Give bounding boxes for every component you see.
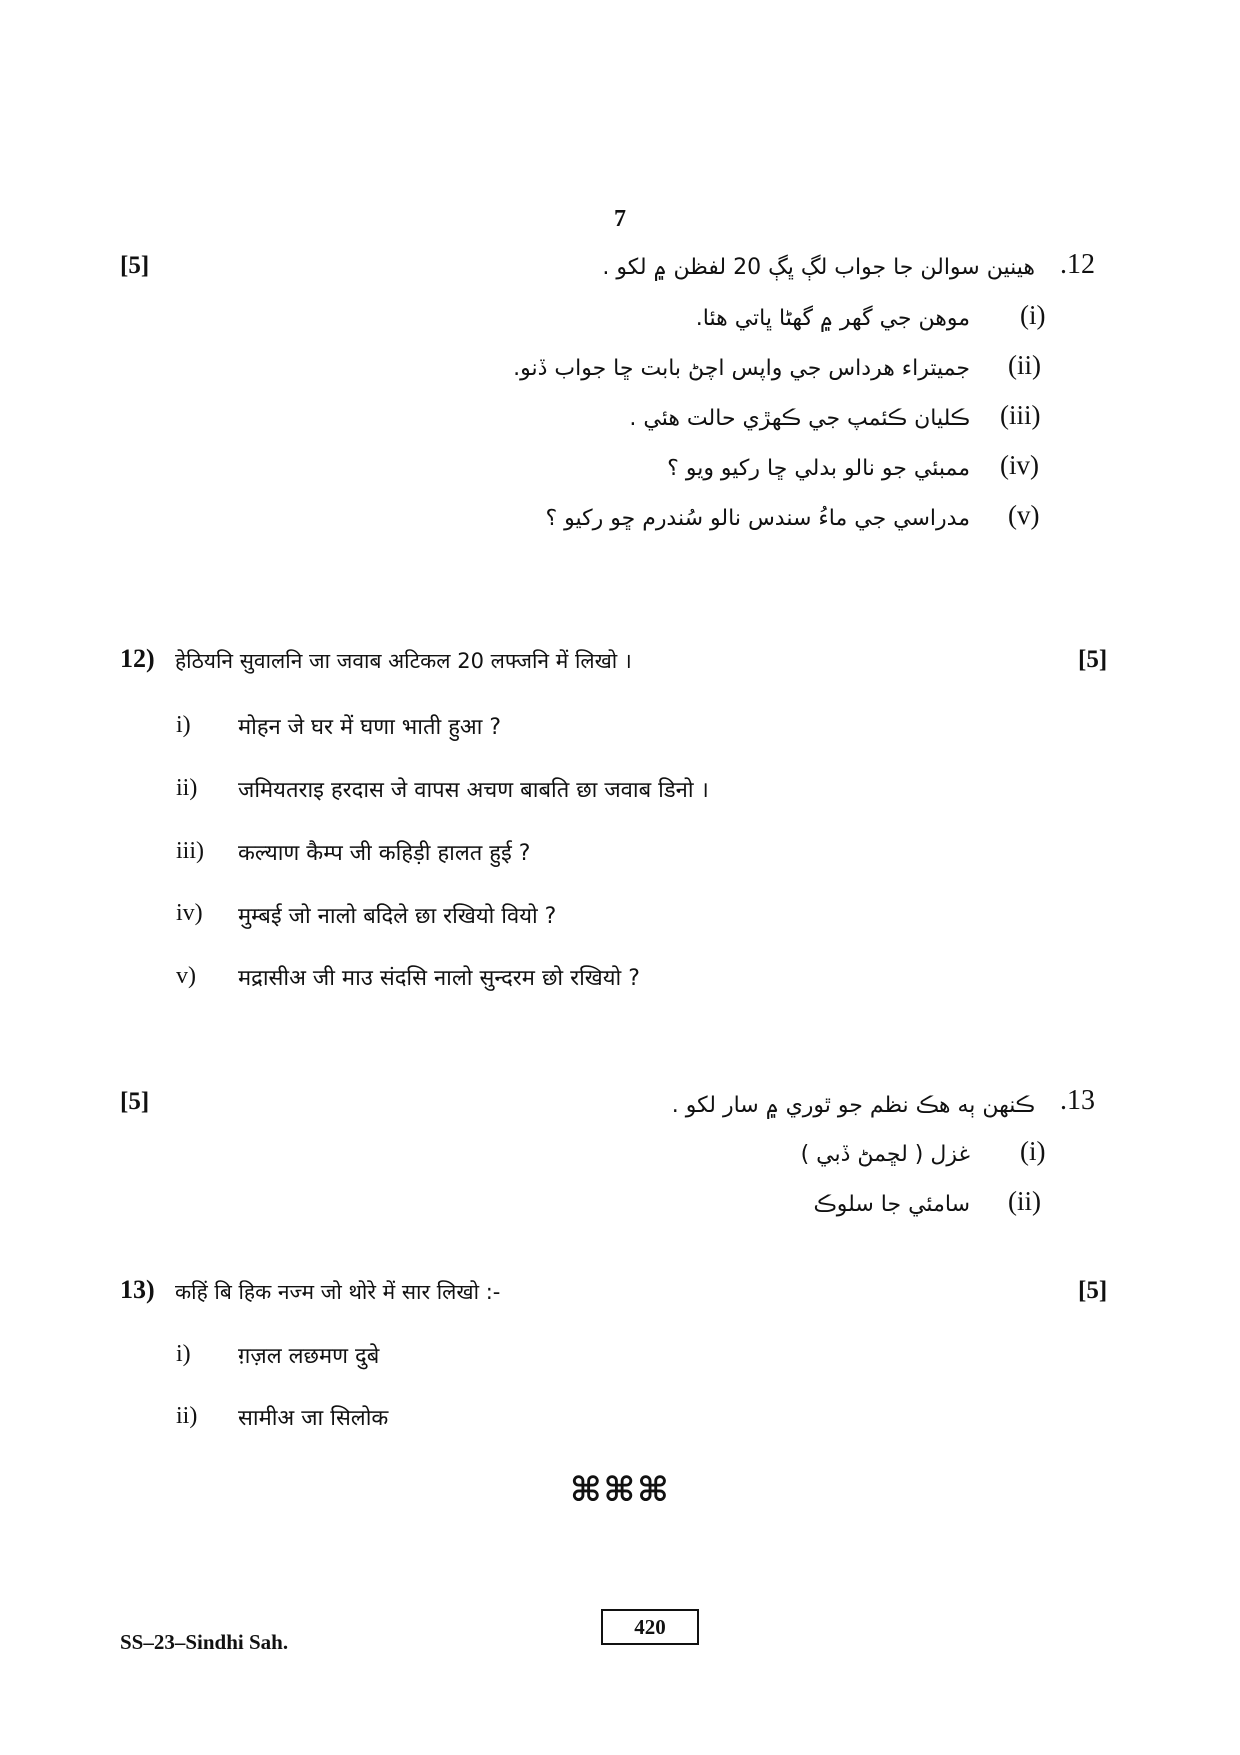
q13-sindhi-item-1: غزل ( لڇمڻ ڏبي ) [800,1142,970,1167]
q12-sindhi-prompt: هينين سوالن جا جواب لڳ ڀڳ 20 لفظن ۾ لکو . [602,255,1035,280]
q13-deva-prompt: कहिं बि हिक नज्म जो थोरे में सार लिखो :- [175,1280,501,1304]
q12-sindhi-roman-3: (iii) [1000,400,1041,430]
q12-deva-item-3: कल्याण कैम्प जी कहिड़ी हालत हुई ? [238,841,531,866]
q13-sindhi-item-2: سامئي جا سلوڪ [813,1192,970,1217]
q12-deva-prompt: हेठियनि सुवालनि जा जवाब अटिकल 20 लफ्जनि में लिखो । [175,649,632,673]
q13-sindhi-number: .13 [1060,1085,1095,1116]
q13-deva-item-2: सामीअ जा सिलोक [238,1406,389,1431]
q12-deva-label-1: i) [176,712,191,738]
footer-page-number: 420 [601,1609,699,1645]
end-mark: ⌘⌘⌘ [570,1470,671,1510]
q12-sindhi-item-1: موهن جي گهر ۾ گهڻا ڀاتي هئا. [695,306,970,331]
q12-deva-label-5: v) [176,963,196,989]
q12-sindhi-roman-2: (ii) [1008,350,1041,380]
q12-sindhi-item-3: ڪليان ڪئمپ جي ڪهڙي حالت هئي . [629,406,970,431]
q12-sindhi-item-5: مدراسي جي ماءُ سندس نالو سُندرم ڇو رکيو ؟ [545,506,970,531]
q13-sindhi-roman-2: (ii) [1008,1186,1041,1216]
q12-deva-label-3: iii) [176,838,204,864]
q13-deva-marks: [5] [1078,1277,1108,1304]
q12-sindhi-roman-5: (v) [1008,500,1040,530]
q13-sindhi-roman-1: (i) [1020,1136,1046,1166]
q12-deva-label-2: ii) [176,775,198,801]
q12-deva-marks: [5] [1078,646,1108,673]
q12-deva-item-1: मोहन जे घर में घणा भाती हुआ ? [238,715,502,740]
q13-deva-item-1: ग़ज़ल लछमण दुबे [238,1344,380,1369]
q12-deva-item-5: मद्रासीअ जी माउ संदसि नालो सुन्दरम छो रखियो ? [238,966,640,991]
q13-sindhi-prompt: ڪنهن ٻه هڪ نظم جو ٿوري ۾ سار لکو . [671,1093,1035,1118]
page-top-number: 7 [614,206,626,232]
q13-deva-label-1: i) [176,1341,191,1367]
q12-deva-item-2: जमियतराइ हरदास जे वापस अचण बाबति छा जवाब डिनो । [238,778,709,803]
q12-deva-label-4: iv) [176,900,203,926]
q13-deva-label: 13) [120,1275,155,1304]
q12-sindhi-number: .12 [1060,249,1095,280]
q12-deva-item-4: मुम्बई जो नालो बदिले छा रखियो वियो ? [238,904,557,929]
q13-sindhi-marks: [5] [120,1088,150,1115]
q12-sindhi-item-4: ممبئي جو نالو بدلي ڇا رکيو ويو ؟ [667,456,970,481]
q12-sindhi-item-2: جميتراء هرداس جي واپس اچڻ بابت ڇا جواب ڏنو. [513,356,970,381]
q12-sindhi-marks: [5] [120,252,150,279]
q13-deva-label-2: ii) [176,1403,198,1429]
q12-sindhi-roman-1: (i) [1020,300,1046,330]
footer-code: SS–23–Sindhi Sah. [120,1630,289,1654]
q12-sindhi-roman-4: (iv) [1000,450,1039,480]
q12-deva-label: 12) [120,644,155,673]
